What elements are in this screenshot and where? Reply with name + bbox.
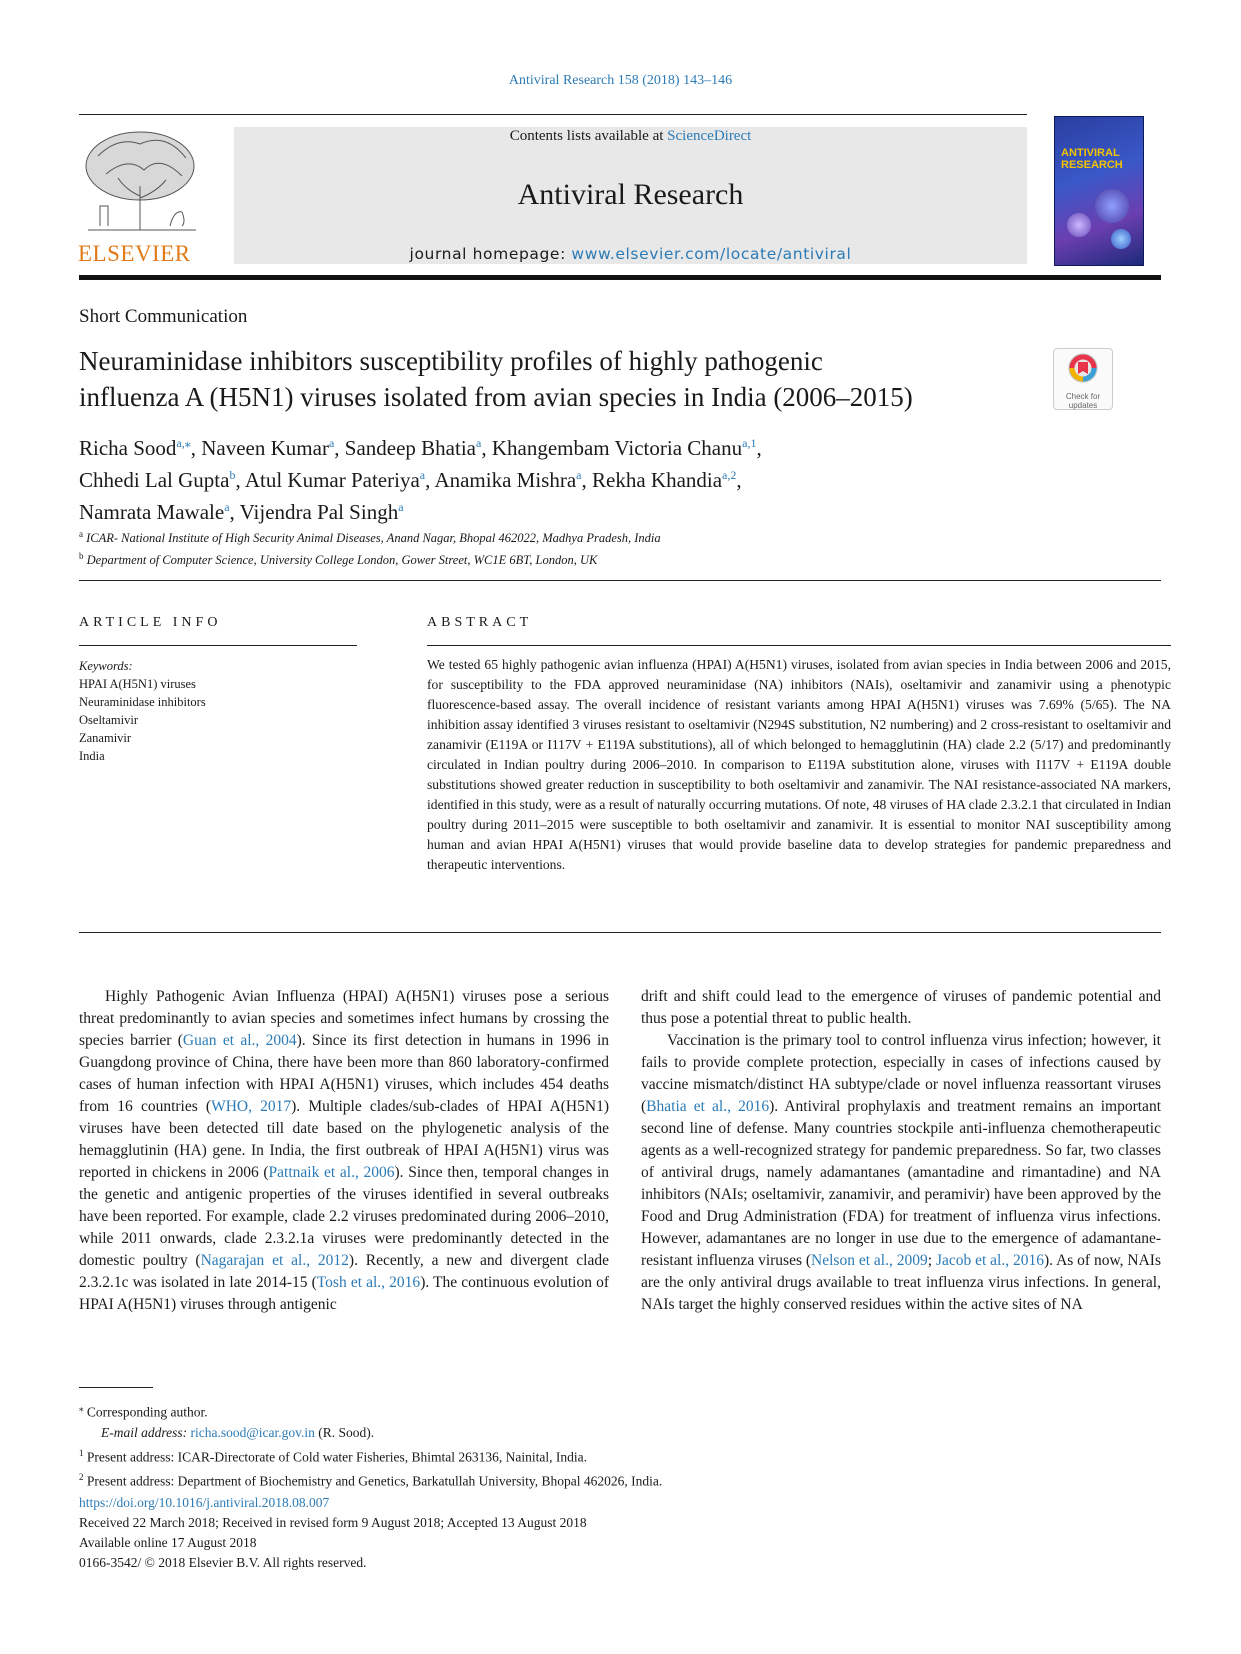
keyword-item: India [79, 749, 105, 763]
author-name: Rekha Khandia [592, 468, 723, 492]
author-name: Chhedi Lal Gupta [79, 468, 230, 492]
article-info-heading: ARTICLE INFO [79, 615, 222, 630]
citation-link[interactable]: Bhatia et al., 2016 [646, 1098, 770, 1115]
elsevier-tree-icon [78, 126, 206, 238]
author-affiliation-marker[interactable]: a,⁎ [176, 436, 191, 450]
header-thick-rule [79, 275, 1161, 280]
keyword-item: Zanamivir [79, 731, 132, 745]
check-for-updates-button[interactable] [1053, 348, 1113, 410]
article-info-rule [79, 645, 357, 646]
contents-prefix: Contents lists available at [509, 128, 668, 144]
author-name: Sandeep Bhatia [344, 436, 476, 460]
abstract-heading: ABSTRACT [427, 615, 533, 630]
author-name: Anamika Mishra [434, 468, 577, 492]
journal-homepage [234, 245, 1027, 263]
paper-title-line: Neuraminidase inhibitors susceptibility profiles of highly pathogenic [79, 346, 823, 376]
abstract-rule [427, 645, 1171, 646]
paper-title-line: influenza A (H5N1) viruses isolated from avian species in India (2006–2015) [79, 382, 913, 412]
citation-link[interactable]: Nagarajan et al., 2012 [200, 1252, 349, 1269]
footnote-email: E-mail address: richa.sood@icar.gov.in (R. Sood). [101, 1424, 375, 1440]
body-column-right [641, 986, 1161, 1316]
author-name: Vijendra Pal Singh [239, 500, 399, 524]
email-link[interactable]: richa.sood@icar.gov.in [190, 1424, 315, 1440]
check-updates-label: Check for updates [1065, 392, 1101, 410]
keyword-item: HPAI A(H5N1) viruses [79, 677, 196, 691]
author-name: Khangembam Victoria Chanu [491, 436, 743, 460]
check-updates-icon [1054, 349, 1112, 387]
author-affiliation-marker[interactable]: a [398, 500, 404, 514]
citation-link[interactable]: Tosh et al., 2016 [316, 1274, 421, 1291]
doi-link[interactable]: https://doi.org/10.1016/j.antiviral.2018.08.007 [79, 1495, 330, 1510]
body-paragraph: drift and shift could lead to the emergence of viruses of pandemic potential and thus pose a potential threat to public health. [641, 988, 1161, 1027]
cover-title: ANTIVIRAL RESEARCH [1061, 147, 1123, 171]
body-paragraph: Vaccination is the primary tool to control influenza virus infection; however, it fails to provide complete protection, especially in cases of infections caused by vaccine mismatch/distinct HA subtype/clade or novel influenza reassortant viruses (Bhatia et al., 2016). Antiviral prophylaxis and treatment remains an important second line of defense. Many countries stockpile anti-influenza chemotherapeutic agents as a well-recognized strategy for pandemic preparedness. So far, two classes of antiviral drugs, namely adamantanes (amantadine and rimantadine) and NA inhibitors (NAIs; oseltamivir, zanamivir, and peramivir) have been approved by the Food and Drug Administration (FDA) for treatment of influenza virus infections. However, adamantanes are no longer in use due to the emergence of adamantane-resistant influenza viruses (Nelson et al., 2009; Jacob et al., 2016). As of now, NAIs are the only antiviral drugs available to treat influenza virus infections. In general, NAIs target the highly conserved residues within the active sites of NA [641, 1032, 1161, 1313]
article-type: Short Communication [79, 306, 248, 327]
homepage-link[interactable]: www.elsevier.com/locate/antiviral [571, 245, 852, 263]
author-affiliation-marker[interactable]: b [229, 468, 236, 482]
publication-info [79, 1493, 587, 1573]
footnotes [79, 1398, 662, 1492]
author-name: Atul Kumar Pateriya [244, 468, 420, 492]
author-affiliation-marker[interactable]: a [328, 436, 335, 450]
journal-cover-image[interactable] [1054, 116, 1144, 266]
affiliation-item: $^b$ Department of Computer Science, University College London, Gower Street, WC1E 6BT, London, UK [79, 551, 598, 568]
elsevier-logo [78, 126, 206, 264]
journal-title: Antiviral Research [517, 178, 744, 211]
citation-link[interactable]: WHO, 2017 [211, 1098, 292, 1115]
affiliation-rule [79, 580, 1161, 581]
abstract-text: We tested 65 highly pathogenic avian influenza (HPAI) A(H5N1) viruses, isolated from avian species in India between 2006 and 2015, for susceptibility to the FDA approved neuraminidase (NA) inhibitors (NAIs), oseltamivir and zanamivir using a phenotypic fluorescence-based assay. The overall incidence of resistant variants among HPAI A(H5N1) viruses was 7.69% (5/65). The NA inhibition assay identified 3 viruses resistant to oseltamivir (N294S substitution, N2 numbering) and 2 cross-resistant to oseltamivir and zanamivir (E119A or I117V + E119A substitutions), all of which belonged to hemagglutinin (HA) clade 2.2 (5/17) and predominantly circulated in Indian poultry during 2006–2010. In comparison to E119A substitution alone, viruses with I117V + E119A double substitutions showed greater reduction in susceptibility to both oseltamivir and zanamivir. The NAI resistance-associated NA markers, identified in this study, were as a result of naturally occurring mutations. Of note, 48 viruses of HA clade 2.3.2.1 that circulated in Indian poultry during 2011–2015 were susceptible to both oseltamivir and zanamivir. It is essential to monitor NAI susceptibility among human and avian HPAI A(H5N1) viruses that would provide baseline data to develop strategies for pandemic preparedness and therapeutic interventions. [427, 657, 1171, 872]
keyword-item: Oseltamivir [79, 713, 139, 727]
author-name: Naveen Kumar [201, 436, 329, 460]
sciencedirect-link[interactable]: ScienceDirect [667, 128, 752, 144]
keywords-block [79, 657, 206, 765]
citation-link[interactable]: Nelson et al., 2009 [811, 1252, 928, 1269]
author-affiliation-marker[interactable]: a,1 [742, 436, 757, 450]
abstract-bottom-rule [79, 932, 1161, 933]
author-affiliation-marker[interactable]: a [576, 468, 582, 482]
contents-line [234, 128, 1027, 145]
homepage-prefix: journal homepage: [409, 245, 572, 263]
author-affiliation-marker[interactable]: a [224, 500, 230, 514]
citation-link[interactable]: Jacob et al., 2016 [935, 1252, 1044, 1269]
keywords-label: Keywords: [79, 659, 133, 673]
author-affiliation-marker[interactable]: a,2 [722, 468, 737, 482]
received-dates: Received 22 March 2018; Received in revised form 9 August 2018; Accepted 13 August 2018 [79, 1515, 587, 1530]
footnote-item: $^1$ Present address: ICAR-Directorate of Cold water Fisheries, Bhimtal 263136, Nainital, India. [79, 1447, 588, 1464]
citation-link[interactable]: Guan et al., 2004 [182, 1032, 297, 1049]
author-name: Namrata Mawale [79, 500, 225, 524]
author-list: Richa Sood$^{a,⁎}$, Naveen Kumar$^a$, Sandeep Bhatia$^a$, Khangembam Victoria Chanu$^{a,1}$, Chhedi Lal Gupta$^b$, Atul Kumar Pateriya$^a$, Anamika Mishra$^a$, Rekha Khandia$^{a,2}$, Namrata Mawale$^a$, Vijendra Pal Singh$^a$ [79, 436, 762, 524]
keyword-item: Neuraminidase inhibitors [79, 695, 206, 709]
author-affiliation-marker[interactable]: a [476, 436, 482, 450]
footnote-rule [79, 1387, 153, 1388]
citation-link[interactable]: Pattnaik et al., 2006 [268, 1164, 395, 1181]
affiliation-item: $^a$ ICAR- National Institute of High Security Animal Diseases, Anand Nagar, Bhopal 462022, Madhya Pradesh, India [79, 529, 661, 546]
paper-title [79, 343, 1059, 415]
affiliations [79, 525, 661, 569]
publisher-logo-text: ELSEVIER [78, 241, 191, 266]
journal-citation[interactable]: Antiviral Research 158 (2018) 143–146 [508, 73, 733, 88]
author-name: Richa Sood [79, 436, 177, 460]
footnote-corresponding: ⁎ Corresponding author. [79, 1403, 208, 1420]
copyright: 0166-3542/ © 2018 Elsevier B.V. All rights reserved. [79, 1555, 367, 1570]
footnote-item: $^2$ Present address: Department of Biochemistry and Genetics, Barkatullah University, Bhopal 462026, India. [79, 1472, 663, 1489]
author-affiliation-marker[interactable]: a [419, 468, 426, 482]
header-top-rule [79, 114, 1027, 115]
online-date: Available online 17 August 2018 [79, 1535, 257, 1550]
body-column-left: Highly Pathogenic Avian Influenza (HPAI) A(H5N1) viruses pose a serious threat predominantly to avian species and sometimes infect humans by crossing the species barrier (Guan et al., 2004). Since its first detection in humans in 1996 in Guangdong province of China, there have been more than 860 laboratory-confirmed cases of human infection with HPAI A(H5N1) viruses, which includes 454 deaths from 16 countries (WHO, 2017). Multiple clades/sub-clades of HPAI A(H5N1) viruses have been detected till date based on the phylogenetic analysis of the hemagglutinin (HA) gene. In India, the first outbreak of HPAI A(H5N1) virus was reported in chickens in 2006 (Pattnaik et al., 2006). Since then, temporal changes in the genetic and antigenic properties of the viruses identified in several outbreaks have been reported. For example, clade 2.2 viruses predominated during 2006–2010, while 2011 onwards, clade 2.3.2.1a viruses were predominantly detected in the domestic poultry (Nagarajan et al., 2012). Recently, a new and divergent clade 2.3.2.1c was isolated in late 2014-15 (Tosh et al., 2016). The continuous evolution of HPAI A(H5N1) viruses through antigenic [79, 988, 610, 1313]
